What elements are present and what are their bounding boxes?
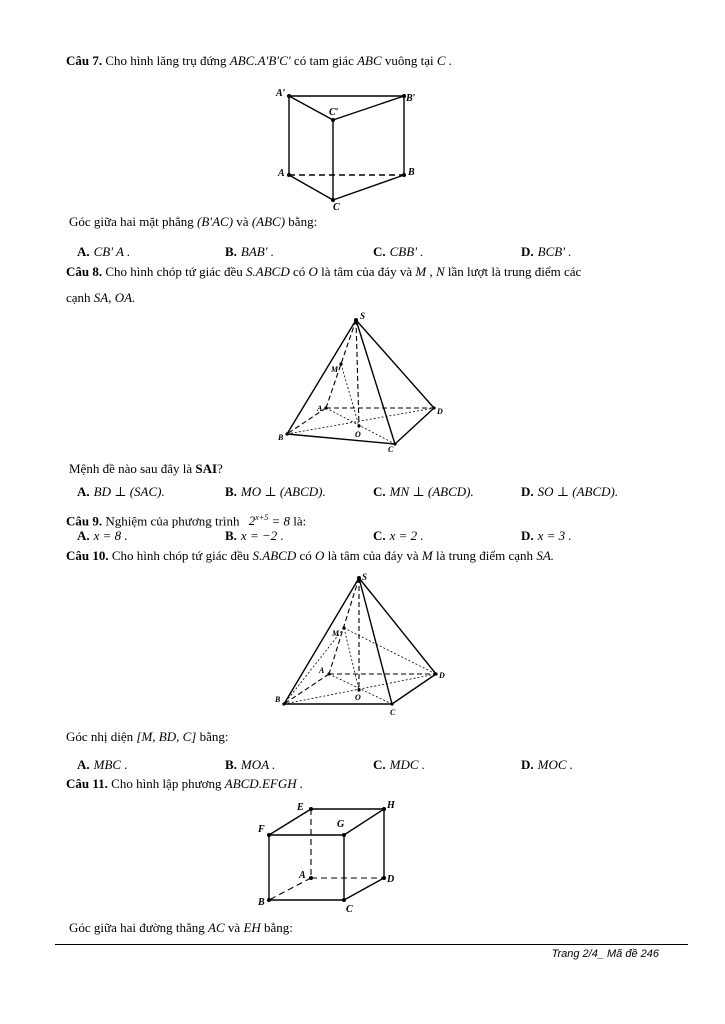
q7-prism-figure xyxy=(270,82,430,214)
q7-label-C1: C′ xyxy=(329,107,339,118)
q9-option-b[interactable]: B. x = −2 . xyxy=(225,528,284,543)
q9-option-d[interactable]: D. x = 3 . xyxy=(521,528,572,543)
q11-label-F: F xyxy=(258,824,265,835)
q7-label-B: B xyxy=(408,167,415,178)
q8-statement-line1: Câu 8. Cho hình chóp tứ giác đều S.ABCD có O là tâm của đáy và M , N lần lượt là trung điểm các xyxy=(66,264,582,279)
q8-pyramid-figure xyxy=(270,310,450,452)
q10-statement: Câu 10. Cho hình chóp tứ giác đều S.ABCD có O là tâm của đáy và M là trung điểm cạnh SA. xyxy=(66,548,555,563)
q9-option-c[interactable]: C. x = 2 . xyxy=(373,528,424,543)
q10-label-C: C xyxy=(390,708,396,717)
q11-label-A: A xyxy=(299,870,306,881)
q10-option-b[interactable]: B. MOA . xyxy=(225,757,276,772)
q7-option-c[interactable]: C. CBB' . xyxy=(373,244,424,259)
q11-label-C: C xyxy=(346,904,353,915)
q10-question: Góc nhị diện [M, BD, C] bằng: xyxy=(66,729,229,744)
q8-label-O: O xyxy=(355,430,361,439)
page-footer: Trang 2/4_ Mã đề 246 xyxy=(551,948,659,960)
q8-question: Mệnh đề nào sau đây là SAI? xyxy=(69,461,223,476)
q7-label: Câu 7. xyxy=(66,53,103,68)
q7-statement: Câu 7. Cho hình lăng trụ đứng ABC.A′B′C′ có tam giác ABC vuông tại C . xyxy=(66,53,453,68)
q8-option-a[interactable]: A. BD ⊥ (SAC). xyxy=(77,484,165,499)
q11-statement: Câu 11. Cho hình lập phương ABCD.EFGH . xyxy=(66,776,304,791)
q10-label-A: A xyxy=(319,666,325,675)
q7-option-d[interactable]: D. BCB' . xyxy=(521,244,572,259)
q8-label-C: C xyxy=(388,445,394,454)
q10-option-d[interactable]: D. MOC . xyxy=(521,757,574,772)
q7-label-A1: A′ xyxy=(276,88,286,99)
q10-pyramid-figure xyxy=(270,572,450,718)
q7-label-A: A xyxy=(278,168,285,179)
q8-option-b[interactable]: B. MO ⊥ (ABCD). xyxy=(225,484,326,499)
q8-label-D: D xyxy=(437,407,443,416)
q10-label-O: O xyxy=(355,693,361,702)
q8-option-c[interactable]: C. MN ⊥ (ABCD). xyxy=(373,484,474,499)
q8-option-d[interactable]: D. SO ⊥ (ABCD). xyxy=(521,484,619,499)
q11-cube-figure xyxy=(255,798,405,916)
q11-label-H: H xyxy=(387,800,395,811)
q10-label-M: M xyxy=(332,629,340,638)
q8-label: Câu 8. xyxy=(66,264,103,279)
q10-label-S: S xyxy=(362,572,368,582)
q9-option-a[interactable]: A. x = 8 . xyxy=(77,528,128,543)
q7-label-C: C xyxy=(333,202,340,213)
q10-label-B: B xyxy=(275,695,281,704)
q11-label-E: E xyxy=(297,802,304,813)
q8-label-A: A xyxy=(317,404,323,413)
q9-label: Câu 9. xyxy=(66,513,103,529)
q11-label: Câu 11. xyxy=(66,776,108,791)
q11-label-D: D xyxy=(387,874,395,885)
q11-label-B: B xyxy=(258,897,265,908)
q10-option-c[interactable]: C. MDC . xyxy=(373,757,426,772)
q10-label-D: D xyxy=(439,671,445,680)
q8-label-B: B xyxy=(278,433,284,442)
q7-option-b[interactable]: B. BAB' . xyxy=(225,244,275,259)
q11-question: Góc giữa hai đường thẳng AC và EH bằng: xyxy=(69,920,293,935)
q9-statement: Câu 9. Nghiệm của phương trình $2^{x+5} = 8$ là: xyxy=(66,513,307,529)
footer-divider xyxy=(55,944,688,945)
q8-statement-line2: cạnh SA, OA. xyxy=(66,290,136,305)
q7-question: Góc giữa hai mặt phẳng (B′AC) và (ABC) bằng: xyxy=(69,214,318,229)
q10-option-a[interactable]: A. MBC . xyxy=(77,757,128,772)
q7-label-B1: B′ xyxy=(406,93,416,104)
q8-label-M: M xyxy=(331,365,339,374)
q8-label-S: S xyxy=(360,311,366,321)
q11-label-G: G xyxy=(337,819,345,830)
q7-option-a[interactable]: A. CB' A . xyxy=(77,244,131,259)
q10-label: Câu 10. xyxy=(66,548,109,563)
